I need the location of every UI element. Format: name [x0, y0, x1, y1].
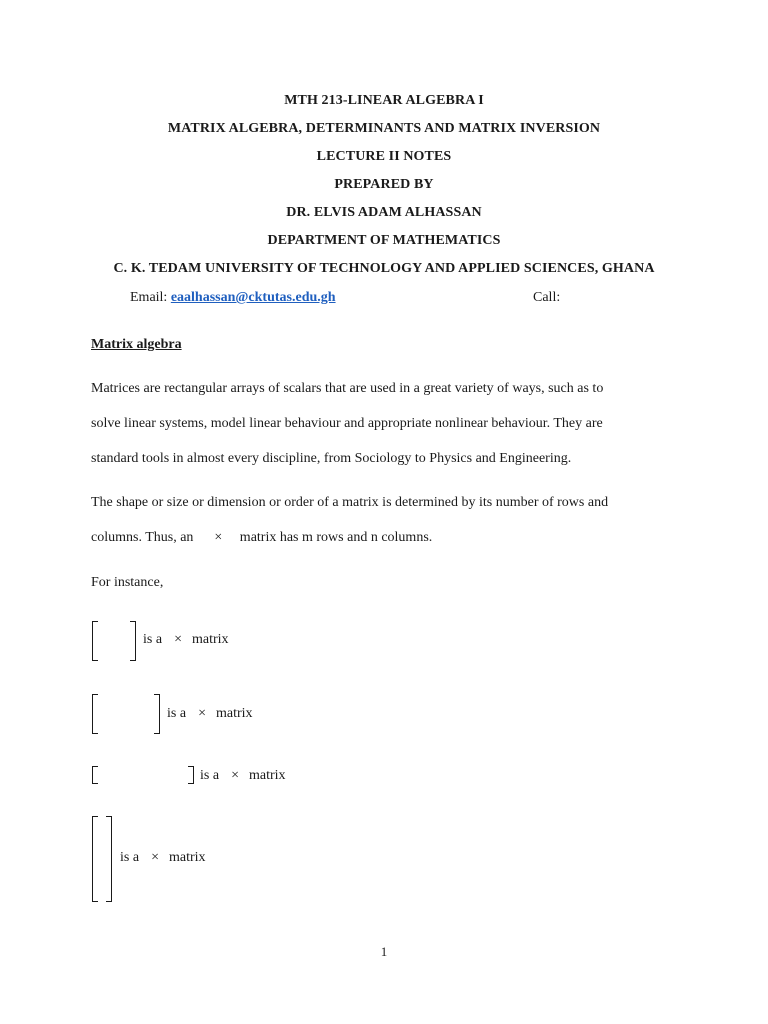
is-a-text: is a	[143, 632, 163, 647]
university-name: C. K. TEDAM UNIVERSITY OF TECHNOLOGY AND APPLIED SCIENCES, GHANA	[113, 261, 655, 276]
for-instance-text: For instance,	[91, 575, 164, 590]
matrix-text: matrix	[168, 850, 206, 865]
is-a-text: is a	[167, 706, 187, 721]
matrix-label	[167, 706, 253, 722]
paragraph-line: Matrices are rectangular arrays of scalars that are used in a great variety of ways, such as to	[91, 381, 604, 396]
left-bracket	[92, 694, 98, 734]
topic-title: MATRIX ALGEBRA, DETERMINANTS AND MATRIX INVERSION	[167, 121, 601, 136]
matrix-label	[200, 768, 286, 784]
matrix-text: matrix	[191, 632, 229, 647]
paragraph-line: The shape or size or dimension or order of a matrix is determined by its number of rows and	[91, 495, 609, 510]
is-a-text: is a	[120, 850, 140, 865]
section-title: Matrix algebra	[91, 337, 182, 352]
right-bracket	[154, 694, 160, 734]
times-symbol: ×	[231, 768, 239, 783]
right-bracket	[130, 621, 136, 661]
left-bracket	[92, 766, 98, 784]
matrix-text: matrix	[248, 768, 286, 783]
matrix-text: matrix	[215, 706, 253, 721]
times-symbol: ×	[151, 850, 159, 865]
department-name: DEPARTMENT OF MATHEMATICS	[267, 233, 501, 248]
matrix-label	[143, 632, 229, 648]
left-bracket	[92, 621, 98, 661]
email-label: Email:	[130, 290, 171, 305]
call-label: Call:	[533, 290, 561, 305]
course-title: MTH 213-LINEAR ALGEBRA I	[284, 93, 484, 108]
times-symbol: ×	[174, 632, 182, 647]
left-bracket	[92, 816, 98, 902]
right-bracket	[188, 766, 194, 784]
paragraph-line: columns. Thus, an × matrix has m rows and n columns.	[91, 530, 433, 545]
prepared-by: PREPARED BY	[334, 177, 434, 192]
paragraph-line: solve linear systems, model linear behaviour and appropriate nonlinear behaviour. They are	[91, 416, 603, 431]
author-name: DR. ELVIS ADAM ALHASSAN	[286, 205, 482, 220]
is-a-text: is a	[200, 768, 220, 783]
times-symbol: ×	[198, 706, 206, 721]
lecture-title: LECTURE II NOTES	[316, 149, 452, 164]
email-line	[130, 290, 336, 306]
matrix-label	[120, 850, 206, 866]
email-link[interactable]: eaalhassan@cktutas.edu.gh	[170, 290, 336, 305]
page-number: 1	[380, 944, 388, 959]
right-bracket	[106, 816, 112, 902]
paragraph-line: standard tools in almost every discipline, from Sociology to Physics and Engineering.	[91, 451, 572, 466]
